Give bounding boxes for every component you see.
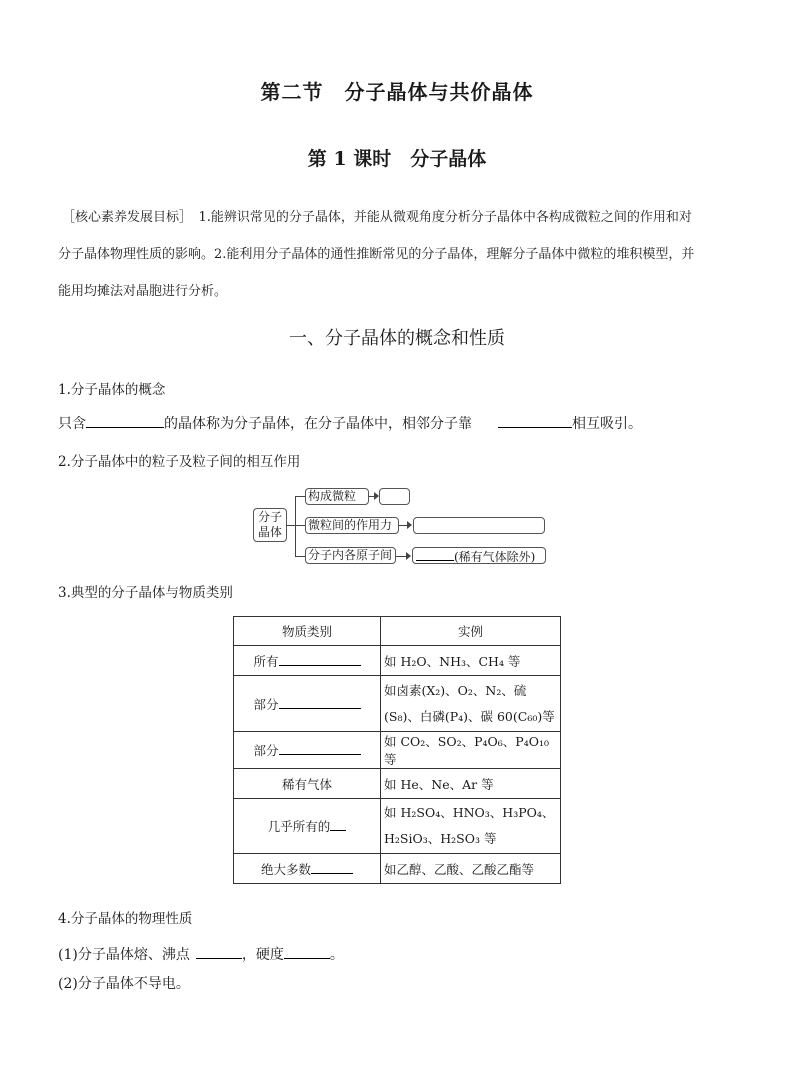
diagram-answer-box-2[interactable] [413, 517, 545, 534]
item1-text-c: 相互吸引。 [572, 416, 642, 432]
item4-p1 [58, 944, 344, 964]
diagram-blank-3[interactable] [416, 548, 454, 561]
diagram-root-line1: 分子 [257, 510, 282, 524]
table-blank[interactable] [279, 696, 361, 709]
table-cell-example [381, 799, 561, 854]
example-line-2: (S₈)、白磷(P₄)、碳 60(C₆₀)等 [384, 708, 555, 724]
table-header-type: 物质类别 [234, 617, 381, 646]
row-type-label: 绝大多数 [260, 861, 311, 877]
item1-heading: 1.分子晶体的概念 [58, 382, 166, 398]
diagram-branch-1: 构成微粒 [305, 488, 369, 505]
item4-blank-1[interactable] [196, 944, 242, 959]
diagram-answer-box-1[interactable] [379, 488, 410, 505]
table-blank[interactable] [330, 818, 346, 831]
item2-heading: 2.分子晶体中的粒子及粒子间的相互作用 [58, 454, 301, 470]
table-row [234, 732, 561, 769]
table-cell-type [234, 646, 381, 676]
table-cell-example: 如乙醇、乙酸、乙酸乙酯等 [381, 854, 561, 884]
diagram-branch-2: 微粒间的作用力 [305, 517, 399, 534]
diagram-branch-line-3 [295, 556, 305, 557]
diagram-branch-3-note: (稀有气体除外) [454, 550, 536, 564]
table-row [234, 646, 561, 676]
item1-text-a: 只含 [58, 416, 86, 432]
table-cell-example: 如 H₂O、NH₃、CH₄ 等 [381, 646, 561, 676]
table-cell-type [234, 799, 381, 854]
table-blank[interactable] [279, 653, 361, 666]
item1-blank-2[interactable] [498, 413, 572, 428]
item4-blank-2[interactable] [284, 944, 330, 959]
diagram-branch-3: 分子内各原子间 [305, 547, 396, 564]
row-type-label: 几乎所有的 [267, 819, 331, 834]
example-line-1: 如卤素(X₂)、O₂、N₂、硫 [384, 682, 527, 698]
goals-line-2: 分子晶体物理性质的影响。2.能利用分子晶体的通性推断常见的分子晶体，理解分子晶体中微粒的堆积模型，并 [58, 247, 695, 262]
table-row [234, 676, 561, 732]
table-cell-type [234, 854, 381, 884]
table-cell-example: 如 CO₂、SO₂、P₄O₆、P₄O₁₀等 [381, 732, 561, 769]
diagram-connector [287, 525, 295, 526]
item4-p1-c: 。 [329, 947, 344, 963]
table-header-example: 实例 [381, 617, 561, 646]
substance-table [233, 616, 561, 884]
page-title: 第二节 分子晶体与共价晶体 [260, 80, 534, 104]
example-line-1: 如 H₂SO₄、HNO₃、H₃PO₄、 [384, 805, 555, 820]
table-header-row [234, 617, 561, 646]
arrow-right-icon [406, 552, 411, 560]
row-type-label: 部分 [253, 696, 279, 712]
item3-heading: 3.典型的分子晶体与物质类别 [58, 585, 233, 601]
table-cell-type [234, 676, 381, 732]
diagram-branch-line-1 [295, 496, 305, 497]
item1-text [58, 413, 642, 433]
row-type-label: 所有 [253, 653, 279, 669]
table-row [234, 854, 561, 884]
row-type-label: 部分 [253, 743, 279, 758]
diagram-root-line2: 晶体 [257, 525, 282, 539]
table-row [234, 799, 561, 854]
item1-text-b: 的晶体称为分子晶体，在分子晶体中，相邻分子靠 [164, 416, 472, 432]
table-cell-type [234, 732, 381, 769]
example-line-2: H₂SiO₃、H₂SO₃ 等 [384, 831, 497, 846]
diagram-root-box [253, 508, 287, 542]
item4-p1-b: ，硬度 [241, 947, 284, 963]
diagram-answer-box-3[interactable] [412, 547, 546, 564]
table-blank[interactable] [279, 742, 361, 755]
goals-line-3: 能用均摊法对晶胞进行分析。 [58, 284, 228, 299]
goals-line-1: ［核心素养发展目标］ 1.能辨识常见的分子晶体，并能从微观角度分析分子晶体中各构成微粒之间的作用和对 [62, 210, 692, 225]
table-row [234, 769, 561, 799]
table-cell-type: 稀有气体 [234, 769, 381, 799]
item4-p2: (2)分子晶体不导电。 [58, 976, 190, 992]
diagram-bracket [295, 496, 296, 556]
item1-blank-1[interactable] [86, 413, 164, 428]
lesson-subtitle: 第 1 课时 分子晶体 [307, 148, 487, 170]
item4-heading: 4.分子晶体的物理性质 [58, 911, 193, 927]
table-cell-example: 如 He、Ne、Ar 等 [381, 769, 561, 799]
diagram-branch-line-2 [295, 525, 305, 526]
table-blank[interactable] [311, 861, 353, 874]
section-heading: 一、分子晶体的概念和性质 [289, 328, 505, 349]
arrow-right-icon [407, 521, 412, 529]
table-cell-example [381, 676, 561, 732]
item4-p1-a: (1)分子晶体熔、沸点 [58, 947, 190, 963]
